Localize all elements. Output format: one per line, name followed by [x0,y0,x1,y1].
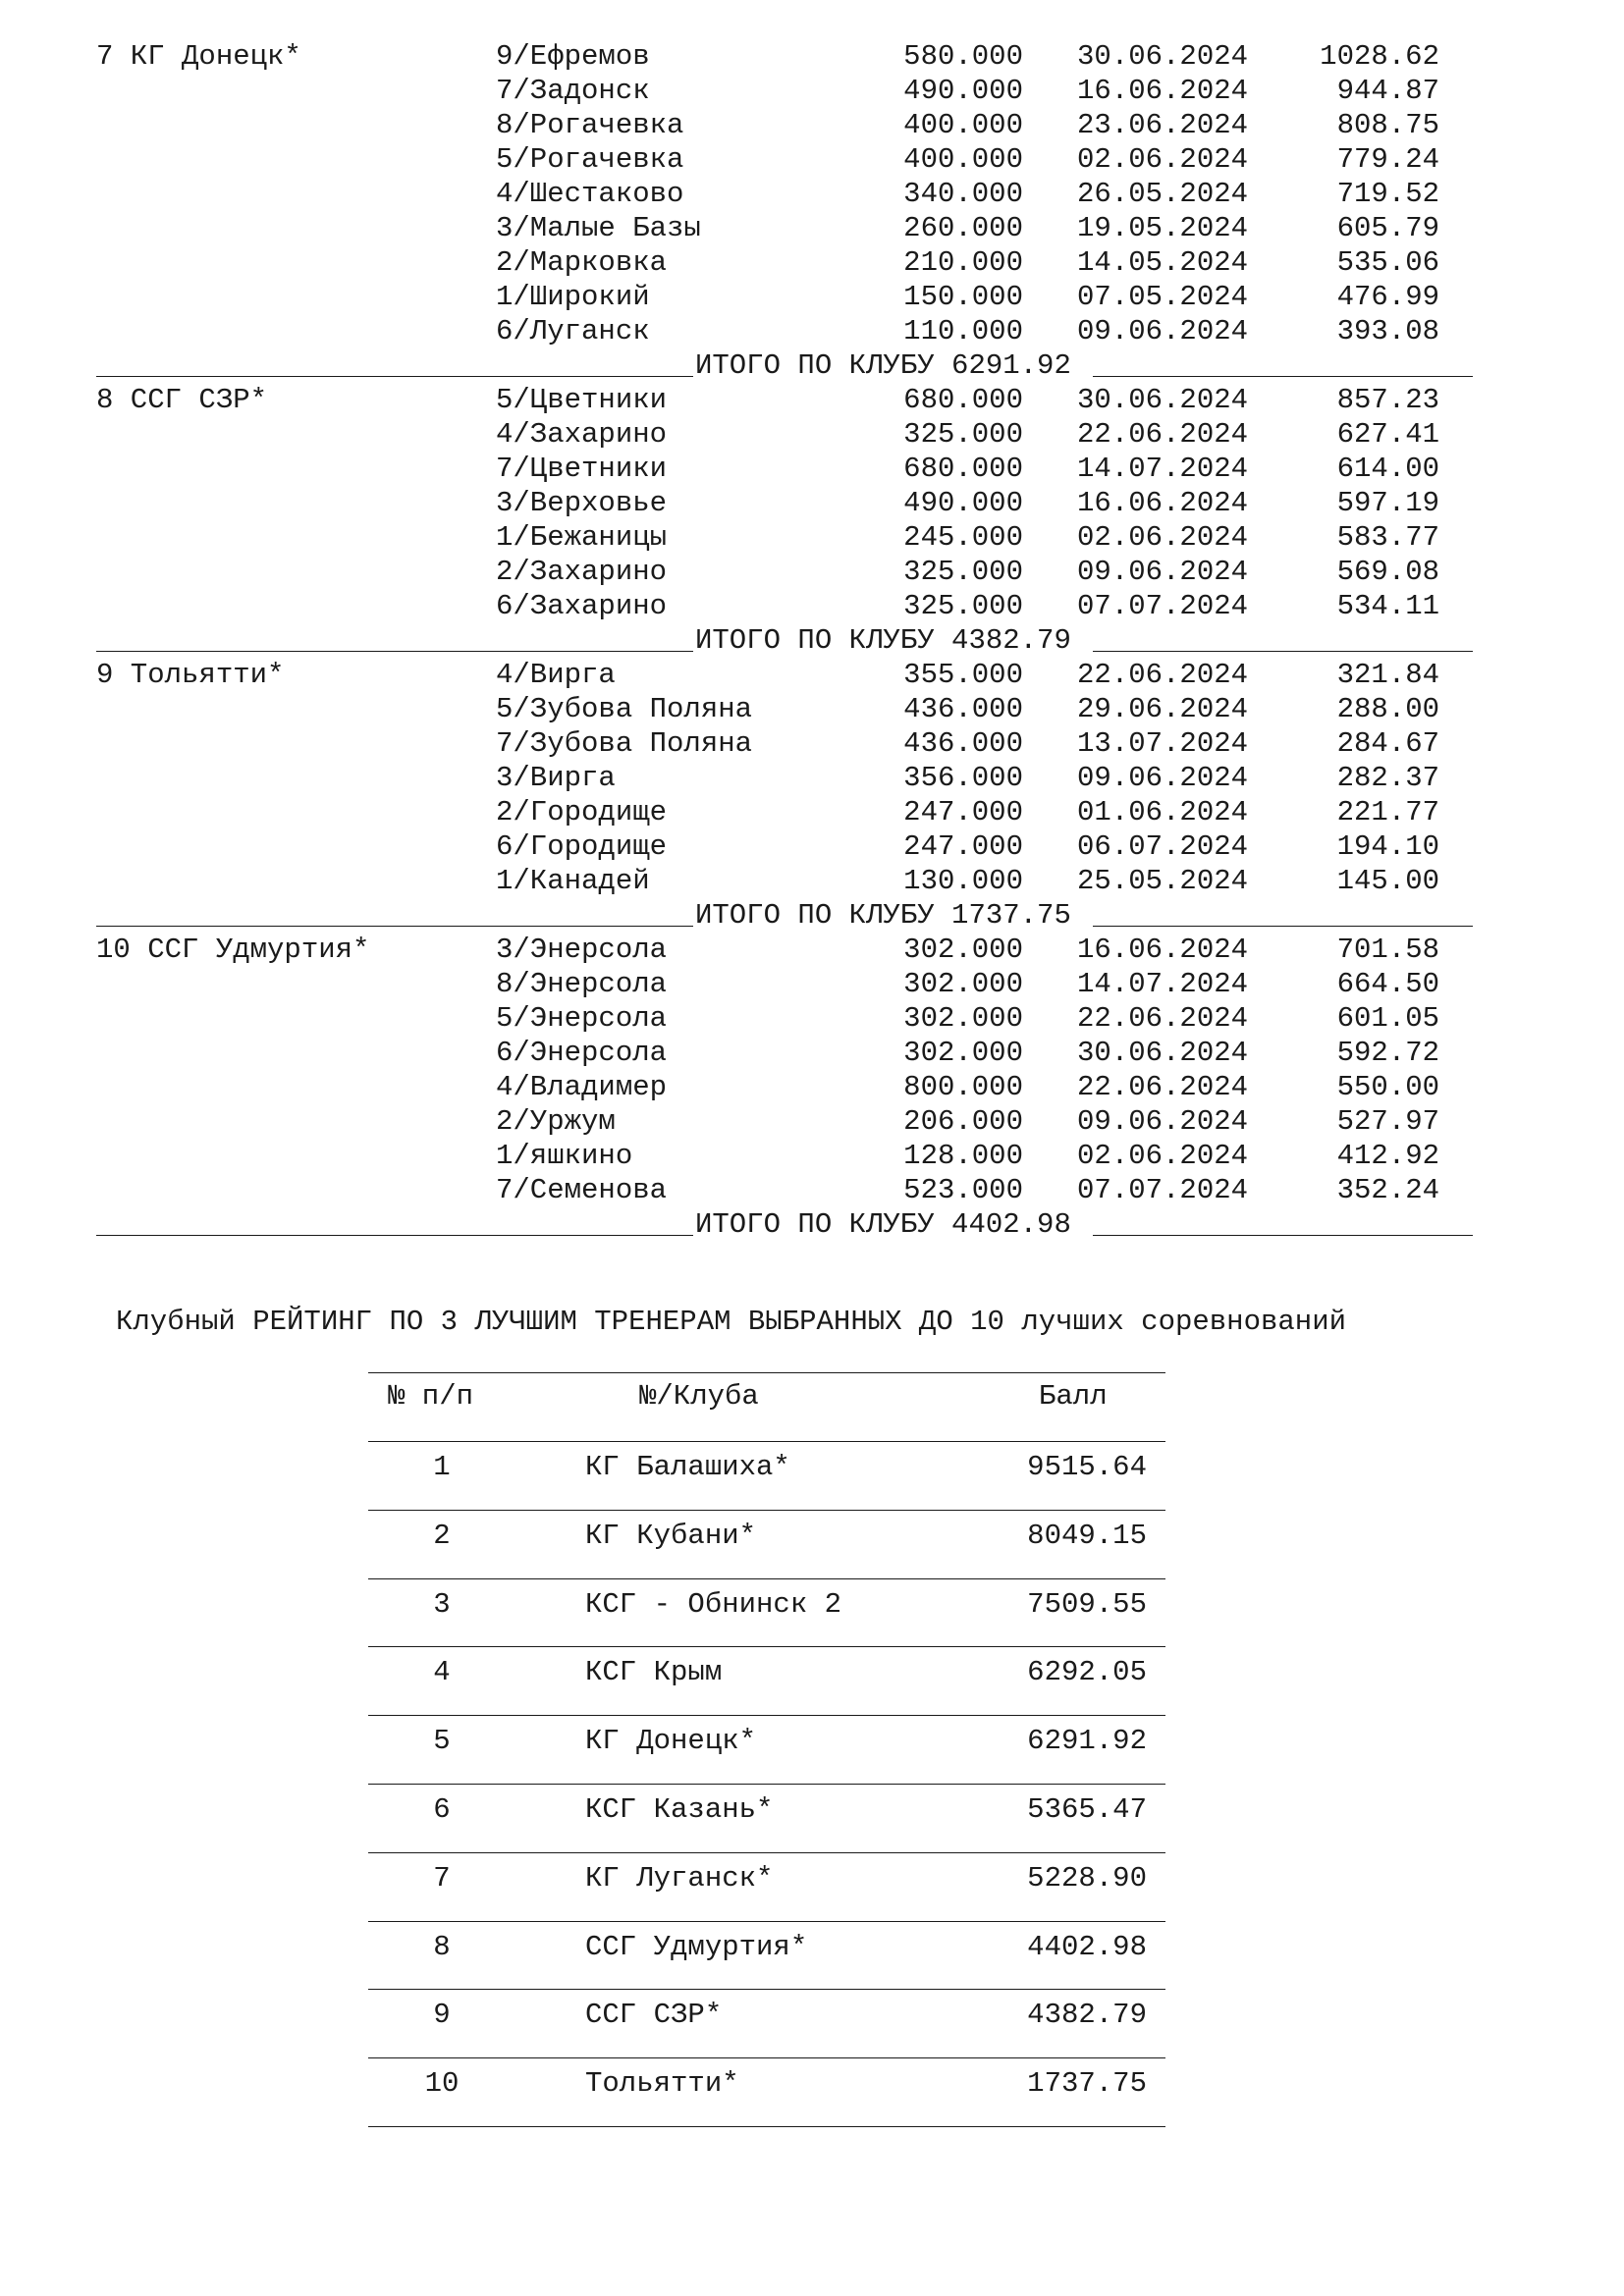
distance: 436.000 [903,727,1023,760]
competition: 3/Верховье [496,487,668,519]
score: 282.37 [1336,762,1439,794]
score: 808.75 [1336,109,1439,141]
competition: 6/Энерсола [496,1037,668,1069]
competition: 4/Шестаково [496,178,684,210]
divider [1093,926,1473,927]
club-total: ИТОГО ПО КЛУБУ 4402.98 [695,1208,1071,1241]
distance: 206.000 [903,1105,1023,1138]
score: 583.77 [1336,521,1439,554]
competition: 5/Зубова Поляна [496,693,753,725]
result-row [0,829,1624,864]
competition: 7/Задонск [496,75,650,107]
score: 614.00 [1336,453,1439,485]
score: 601.05 [1336,1002,1439,1035]
competition: 1/Бежаницы [496,521,668,554]
distance: 260.000 [903,212,1023,244]
distance: 340.000 [903,178,1023,210]
competition-date: 14.05.2024 [1077,246,1249,279]
club-score: 8049.15 [1027,1520,1147,1552]
result-row [0,967,1624,1001]
competition: 7/Зубова Поляна [496,727,753,760]
club-total-row [96,1207,1473,1242]
distance: 400.000 [903,109,1023,141]
result-row [0,1139,1624,1173]
competition-date: 30.06.2024 [1077,384,1249,416]
score: 145.00 [1336,865,1439,897]
competition: 3/Вирга [496,762,616,794]
competition-date: 22.06.2024 [1077,659,1249,691]
competition: 4/Вирга [496,659,616,691]
club-score: 7509.55 [1027,1588,1147,1621]
divider [368,1921,1165,1922]
divider [368,1852,1165,1853]
club-score: 6292.05 [1027,1656,1147,1688]
result-row [0,383,1624,417]
club-name: КГ Луганск* [585,1862,774,1895]
rating-row [0,1655,1624,1689]
distance: 400.000 [903,143,1023,176]
competition: 1/Широкий [496,281,650,313]
score: 664.50 [1336,968,1439,1000]
club-name: Тольятти* [585,2067,739,2100]
competition-date: 22.06.2024 [1077,1071,1249,1103]
rating-row [0,1998,1624,2032]
competition: 1/Канадей [496,865,650,897]
distance: 325.000 [903,556,1023,588]
score: 1028.62 [1320,40,1439,73]
competition-date: 30.06.2024 [1077,1037,1249,1069]
competition: 5/Цветники [496,384,668,416]
score: 534.11 [1336,590,1439,622]
club-name: КСГ Крым [585,1656,723,1688]
score: 597.19 [1336,487,1439,519]
club-name: 9 Тольятти* [96,659,285,691]
divider [1093,1235,1473,1236]
result-row [0,795,1624,829]
competition-date: 14.07.2024 [1077,968,1249,1000]
club-name: ССГ СЗР* [585,1999,723,2031]
divider [96,376,693,377]
divider [1093,376,1473,377]
rating-row [0,1519,1624,1553]
competition-date: 06.07.2024 [1077,830,1249,863]
club-name: КГ Балашиха* [585,1451,790,1483]
distance: 245.000 [903,521,1023,554]
club-total-row [96,898,1473,933]
competition: 8/Энерсола [496,968,668,1000]
score: 719.52 [1336,178,1439,210]
competition-date: 22.06.2024 [1077,418,1249,451]
competition: 2/Марковка [496,246,668,279]
distance: 110.000 [903,315,1023,347]
distance: 580.000 [903,40,1023,73]
competition: 3/Энерсола [496,934,668,966]
score: 476.99 [1336,281,1439,313]
result-row [0,280,1624,314]
score: 535.06 [1336,246,1439,279]
score: 412.92 [1336,1140,1439,1172]
header-number: № п/п [388,1380,474,1413]
rank-number: 4 [433,1656,451,1688]
rating-title: Клубный РЕЙТИНГ ПО 3 ЛУЧШИМ ТРЕНЕРАМ ВЫБРАННЫХ ДО 10 лучших соревнований [116,1306,1347,1338]
club-total-row [96,348,1473,383]
rating-row [0,1724,1624,1758]
result-row [0,142,1624,177]
club-score: 4402.98 [1027,1931,1147,1963]
divider [96,651,693,652]
competition-date: 29.06.2024 [1077,693,1249,725]
score: 288.00 [1336,693,1439,725]
club-name: 7 КГ Донецк* [96,40,301,73]
distance: 490.000 [903,75,1023,107]
competition-date: 09.06.2024 [1077,1105,1249,1138]
distance: 130.000 [903,865,1023,897]
score: 352.24 [1336,1174,1439,1206]
competition-date: 26.05.2024 [1077,178,1249,210]
result-row [0,658,1624,692]
divider [368,2057,1165,2058]
club-score: 5365.47 [1027,1793,1147,1826]
score: 627.41 [1336,418,1439,451]
rating-row [0,1930,1624,1964]
distance: 128.000 [903,1140,1023,1172]
distance: 355.000 [903,659,1023,691]
distance: 490.000 [903,487,1023,519]
result-row [0,692,1624,726]
competition-date: 09.06.2024 [1077,315,1249,347]
distance: 150.000 [903,281,1023,313]
club-name: ССГ Удмуртия* [585,1931,808,1963]
competition-date: 22.06.2024 [1077,1002,1249,1035]
distance: 356.000 [903,762,1023,794]
distance: 302.000 [903,968,1023,1000]
club-total: ИТОГО ПО КЛУБУ 4382.79 [695,624,1071,657]
score: 284.67 [1336,727,1439,760]
competition: 9/Ефремов [496,40,650,73]
competition-date: 19.05.2024 [1077,212,1249,244]
competition: 6/Захарино [496,590,668,622]
result-row [0,486,1624,520]
rank-number: 2 [433,1520,451,1552]
divider [368,1510,1165,1511]
score: 221.77 [1336,796,1439,828]
rank-number: 6 [433,1793,451,1826]
divider [368,1715,1165,1716]
competition: 2/Захарино [496,556,668,588]
competition-date: 30.06.2024 [1077,40,1249,73]
score: 944.87 [1336,75,1439,107]
club-total: ИТОГО ПО КЛУБУ 6291.92 [695,349,1071,382]
competition: 7/Цветники [496,453,668,485]
competition-date: 25.05.2024 [1077,865,1249,897]
distance: 800.000 [903,1071,1023,1103]
competition-date: 07.07.2024 [1077,590,1249,622]
distance: 302.000 [903,1037,1023,1069]
rank-number: 9 [433,1999,451,2031]
result-row [0,933,1624,967]
result-row [0,1001,1624,1036]
rating-row [0,1450,1624,1484]
club-total-row [96,623,1473,658]
divider [368,2126,1165,2127]
distance: 210.000 [903,246,1023,279]
distance: 325.000 [903,418,1023,451]
result-row [0,211,1624,245]
score: 550.00 [1336,1071,1439,1103]
club-name: КСГ Казань* [585,1793,774,1826]
result-row [0,1104,1624,1139]
divider [96,1235,693,1236]
distance: 247.000 [903,830,1023,863]
club-score: 5228.90 [1027,1862,1147,1895]
club-name: КСГ - Обнинск 2 [585,1588,842,1621]
competition-date: 02.06.2024 [1077,143,1249,176]
result-row [0,761,1624,795]
competition-date: 02.06.2024 [1077,1140,1249,1172]
score: 779.24 [1336,143,1439,176]
score: 857.23 [1336,384,1439,416]
competition: 4/Владимер [496,1071,668,1103]
divider [368,1646,1165,1647]
competition-date: 16.06.2024 [1077,934,1249,966]
header-club: №/Клуба [639,1380,759,1413]
competition-date: 01.06.2024 [1077,796,1249,828]
competition: 2/Городище [496,796,668,828]
result-row [0,108,1624,142]
rank-number: 3 [433,1588,451,1621]
divider [368,1441,1165,1442]
rating-row [0,1587,1624,1622]
club-name: 8 ССГ СЗР* [96,384,268,416]
rating-header-row [0,1379,1624,1414]
club-name: КГ Кубани* [585,1520,757,1552]
divider [96,926,693,927]
result-row [0,417,1624,452]
divider [368,1372,1165,1373]
rank-number: 1 [433,1451,451,1483]
divider [368,1989,1165,1990]
competition: 3/Малые Базы [496,212,701,244]
result-row [0,1036,1624,1070]
divider [368,1784,1165,1785]
competition: 7/Семенова [496,1174,668,1206]
result-row [0,726,1624,761]
club-name: КГ Донецк* [585,1725,757,1757]
result-row [0,589,1624,623]
distance: 325.000 [903,590,1023,622]
score: 321.84 [1336,659,1439,691]
competition: 1/яшкино [496,1140,633,1172]
competition: 6/Городище [496,830,668,863]
competition: 5/Энерсола [496,1002,668,1035]
result-row [0,864,1624,898]
competition-date: 02.06.2024 [1077,521,1249,554]
club-score: 9515.64 [1027,1451,1147,1483]
divider [368,1578,1165,1579]
score: 527.97 [1336,1105,1439,1138]
competition: 5/Рогачевка [496,143,684,176]
competition-date: 13.07.2024 [1077,727,1249,760]
rank-number: 5 [433,1725,451,1757]
club-score: 1737.75 [1027,2067,1147,2100]
result-row [0,520,1624,555]
competition: 4/Захарино [496,418,668,451]
result-row [0,74,1624,108]
rating-row [0,1792,1624,1827]
competition-date: 23.06.2024 [1077,109,1249,141]
club-name: 10 ССГ Удмуртия* [96,934,370,966]
result-row [0,39,1624,74]
competition-date: 16.06.2024 [1077,75,1249,107]
rating-row [0,2066,1624,2101]
score: 569.08 [1336,556,1439,588]
club-score: 6291.92 [1027,1725,1147,1757]
competition-date: 16.06.2024 [1077,487,1249,519]
result-row [0,1070,1624,1104]
competition-date: 09.06.2024 [1077,556,1249,588]
result-row [0,1173,1624,1207]
divider [1093,651,1473,652]
score: 701.58 [1336,934,1439,966]
result-row [0,452,1624,486]
club-total: ИТОГО ПО КЛУБУ 1737.75 [695,899,1071,932]
competition-date: 09.06.2024 [1077,762,1249,794]
club-score: 4382.79 [1027,1999,1147,2031]
header-score: Балл [1039,1380,1108,1413]
score: 393.08 [1336,315,1439,347]
competition: 8/Рогачевка [496,109,684,141]
rank-number: 8 [433,1931,451,1963]
result-row [0,555,1624,589]
rank-number: 10 [424,2067,460,2100]
competition: 2/Уржум [496,1105,616,1138]
distance: 302.000 [903,1002,1023,1035]
distance: 436.000 [903,693,1023,725]
distance: 680.000 [903,453,1023,485]
rating-row [0,1861,1624,1896]
competition-date: 07.05.2024 [1077,281,1249,313]
competition-date: 14.07.2024 [1077,453,1249,485]
result-row [0,314,1624,348]
distance: 247.000 [903,796,1023,828]
distance: 302.000 [903,934,1023,966]
distance: 523.000 [903,1174,1023,1206]
result-row [0,177,1624,211]
result-row [0,245,1624,280]
rank-number: 7 [433,1862,451,1895]
competition-date: 07.07.2024 [1077,1174,1249,1206]
distance: 680.000 [903,384,1023,416]
score: 605.79 [1336,212,1439,244]
score: 194.10 [1336,830,1439,863]
competition: 6/Луганск [496,315,650,347]
score: 592.72 [1336,1037,1439,1069]
